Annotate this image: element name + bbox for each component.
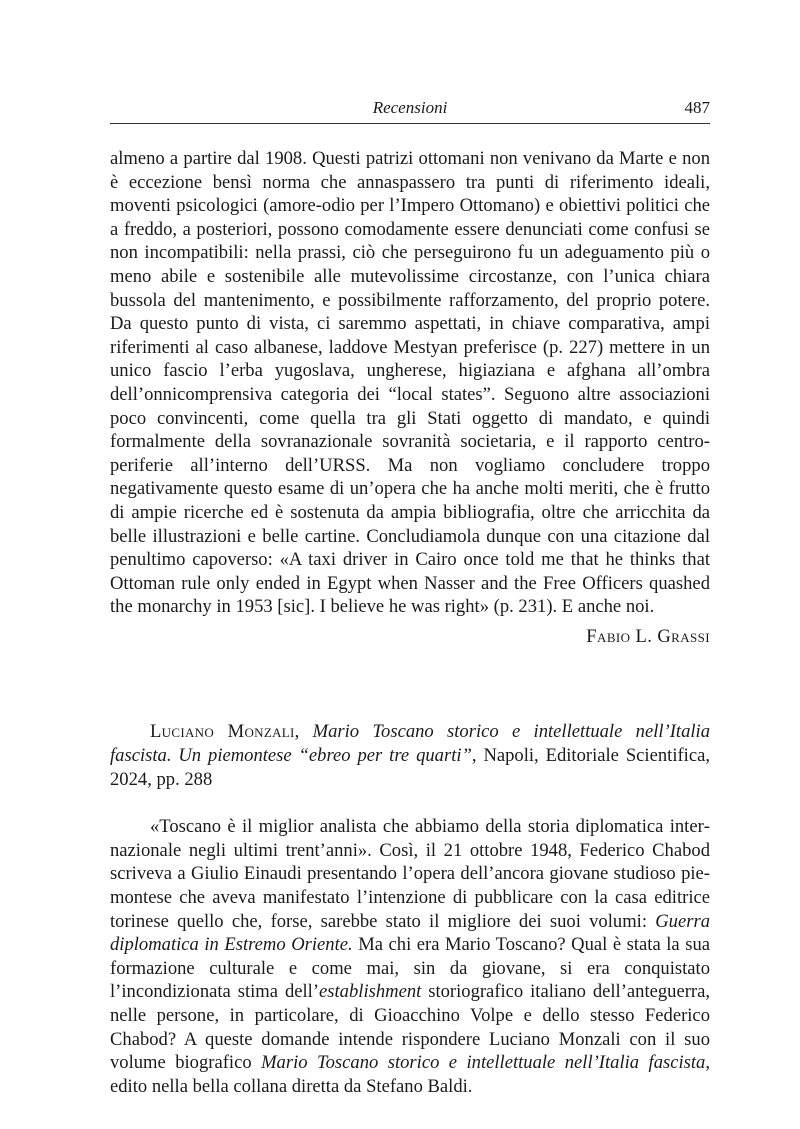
review-first-paragraph [110,815,710,1098]
publication-details: , Napoli, Editoriale Scientifica, 2024, pp. 288 [110,745,710,790]
review-text-segment: Ma chi era Mario Toscano? Qual è stata la sua formazione culturale e come mai, sin da giovane, si era conquistato l’incondizionata stima dell’ [110,934,711,1003]
review-text-segment: storiografico italiano dell’anteguerra, nelle persone, in particolare, di Gioacchino Volpe e dello stesso Federico Chabod? A queste domande intende rispondere Luciano Monzali con il suo volume biografico [110,981,711,1074]
book-author: Luciano Monzali [150,721,295,743]
book-title: Mario Toscano storico e intellettuale nell’Italia fascista. Un piemontese “ebreo per tre quarti” [110,721,711,767]
review-text-segment: , edito nella bella collana diretta da Stefano Baldi. [110,1052,711,1097]
review-italic-term: establishment [319,981,422,1003]
previous-review-text: almeno a partire dal 1908. Questi patrizi ottomani non venivano da Marte e non è eccezione bensì norma che annaspassero tra punti di riferimento ideali, moventi psicologici (amore-odio per l’Impero Ottomano) e obiettivi politici che a freddo, a posteriori, possono comodamente essere denunciati come confusi se non incompatibili: nella prassi, ciò che perseguirono fu un adeguamento più o meno abile e sostenibile alle mutevolissime circostanze, con l’unica chiara bussola del mantenimento, e possibilmente rafforzamento, del proprio potere. Da questo punto di vista, ci saremmo aspettati, in chiave comparativa, ampi riferimenti al caso albanese, laddove Mestyan preferisce (p. 227) mettere in un unico fascio l’erba yugoslava, ungherese, higiaziana e afghana all’ombra dell’onnicomprensiva categoria dei “local states”. Seguono altre associazioni poco convincenti, come quella tra gli Stati oggetto di mandato, e quindi formalmente della sovranazionale sovranità societaria, e il rapporto centro-periferie all’interno dell’URSS. Ma non vogliamo concludere troppo negativamente questo esame di un’opera che ha anche molti meriti, che è frutto di ampie ricerche ed è sostenuta da ampia bibliografia, oltre che arricchita da belle illustrazioni e belle cartine. Concludiamola dunque con una citazione dal penultimo capoverso: «A taxi driver in Cairo once told me that he thinks that Ottoman rule only ended in Egypt when Nasser and the Free Officers quashed the monarchy in 1953 [sic]. I believe he was right» (p. 231). E anche noi. [110,148,710,618]
reviewer-signature: Fabio L. Grassi [586,625,710,647]
running-title: Recensioni [372,98,448,117]
review-bibliographic-heading [110,720,710,791]
review-italic-title: Mario Toscano storico e intellettuale nell’Italia fascista [261,1052,706,1074]
page-body [110,147,710,1098]
review-italic-title: Guerra diplomatica in Estremo Oriente. [110,910,710,956]
page-number: 487 [684,98,710,117]
running-header [110,97,710,124]
heading-separator: , [294,721,313,743]
review-text-segment: «Toscano è il miglior analista che abbiamo della storia diplomatica internazionale negli ultimi trent’anni». Così, il 21 ottobre 1948, Federico Chabod scriveva a Giulio Einaudi presentando l’opera dell’ancora giovane studioso piemontese che aveva manifestato l’intenzione di pubblicare con la casa editrice torinese quello che, forse, sarebbe stato il migliore dei suoi volumi: [110,816,710,932]
